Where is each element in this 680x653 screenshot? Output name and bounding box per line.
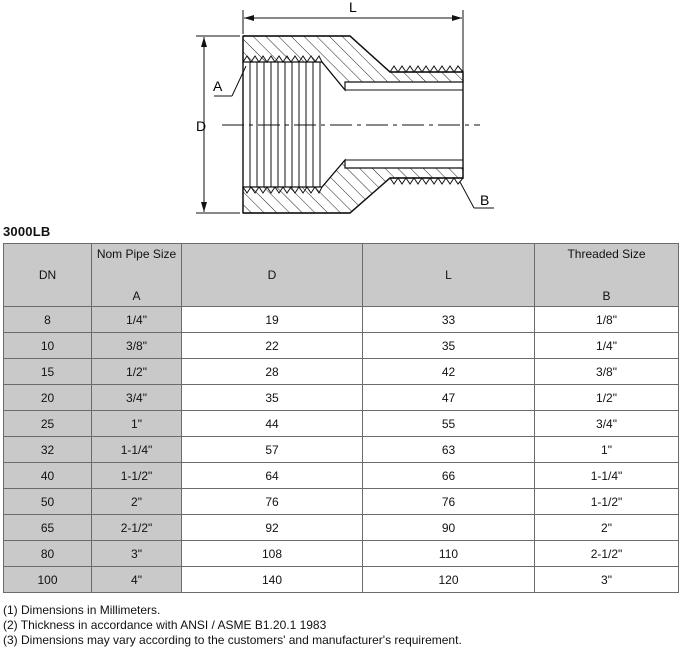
cell-a: 1/2" (92, 359, 182, 385)
cell-d: 140 (182, 567, 363, 593)
cell-d: 44 (182, 411, 363, 437)
cell-dn: 80 (4, 541, 92, 567)
pressure-class-title: 3000LB (3, 224, 51, 239)
cell-b: 1-1/4" (535, 463, 679, 489)
cell-d: 28 (182, 359, 363, 385)
cell-a: 4" (92, 567, 182, 593)
table-row (4, 307, 679, 333)
cell-d: 64 (182, 463, 363, 489)
cell-dn: 100 (4, 567, 92, 593)
header-dn: DN (4, 244, 92, 307)
footnotes (3, 603, 462, 648)
note-3: (3) Dimensions may vary according to the customers' and manufacturer's requirement. (3, 633, 462, 647)
header-threaded-size: Threaded Size B (535, 244, 679, 307)
cell-dn: 15 (4, 359, 92, 385)
cell-l: 66 (363, 463, 535, 489)
cell-b: 2" (535, 515, 679, 541)
table-row (4, 385, 679, 411)
cell-b: 2-1/2" (535, 541, 679, 567)
cell-l: 76 (363, 489, 535, 515)
cell-d: 76 (182, 489, 363, 515)
cell-l: 33 (363, 307, 535, 333)
cell-d: 108 (182, 541, 363, 567)
cell-dn: 32 (4, 437, 92, 463)
cell-l: 120 (363, 567, 535, 593)
table-row (4, 437, 679, 463)
cell-b: 3/4" (535, 411, 679, 437)
cell-dn: 40 (4, 463, 92, 489)
cell-a: 3/8" (92, 333, 182, 359)
note-1: (1) Dimensions in Millimeters. (3, 603, 161, 617)
cell-b: 1/4" (535, 333, 679, 359)
cell-b: 3" (535, 567, 679, 593)
dimensions-table (3, 243, 679, 593)
table-row (4, 411, 679, 437)
cell-d: 19 (182, 307, 363, 333)
cell-dn: 50 (4, 489, 92, 515)
table-row (4, 541, 679, 567)
cell-l: 55 (363, 411, 535, 437)
cell-a: 1-1/2" (92, 463, 182, 489)
cell-a: 3/4" (92, 385, 182, 411)
header-d: D (182, 244, 363, 307)
table-row (4, 333, 679, 359)
note-2: (2) Thickness in accordance with ANSI / ASME B1.20.1 1983 (3, 618, 327, 632)
table-row (4, 463, 679, 489)
cell-l: 90 (363, 515, 535, 541)
cell-b: 1" (535, 437, 679, 463)
cell-a: 1-1/4" (92, 437, 182, 463)
cell-a: 3" (92, 541, 182, 567)
leader-b (460, 182, 494, 208)
label-b: B (480, 192, 490, 208)
cell-l: 42 (363, 359, 535, 385)
table-header-row (4, 244, 679, 307)
cell-dn: 25 (4, 411, 92, 437)
cell-dn: 20 (4, 385, 92, 411)
cell-dn: 10 (4, 333, 92, 359)
header-nom-pipe-size: Nom Pipe Size A (92, 244, 182, 307)
cell-b: 1-1/2" (535, 489, 679, 515)
cell-b: 1/2" (535, 385, 679, 411)
table-row (4, 515, 679, 541)
cell-b: 1/8" (535, 307, 679, 333)
cell-d: 22 (182, 333, 363, 359)
table-row (4, 489, 679, 515)
cell-d: 92 (182, 515, 363, 541)
cell-a: 2" (92, 489, 182, 515)
label-a: A (213, 78, 223, 94)
cell-dn: 65 (4, 515, 92, 541)
cell-a: 2-1/2" (92, 515, 182, 541)
cell-b: 3/8" (535, 359, 679, 385)
cell-dn: 8 (4, 307, 92, 333)
cell-l: 110 (363, 541, 535, 567)
leader-a (213, 66, 246, 96)
cell-l: 35 (363, 333, 535, 359)
fitting-section-drawing (0, 0, 680, 225)
table-row (4, 359, 679, 385)
cell-a: 1/4" (92, 307, 182, 333)
label-l: L (349, 0, 357, 15)
table-row (4, 567, 679, 593)
cell-a: 1" (92, 411, 182, 437)
label-d: D (196, 118, 207, 134)
cell-d: 57 (182, 437, 363, 463)
cell-l: 63 (363, 437, 535, 463)
cell-d: 35 (182, 385, 363, 411)
header-l: L (363, 244, 535, 307)
cell-l: 47 (363, 385, 535, 411)
